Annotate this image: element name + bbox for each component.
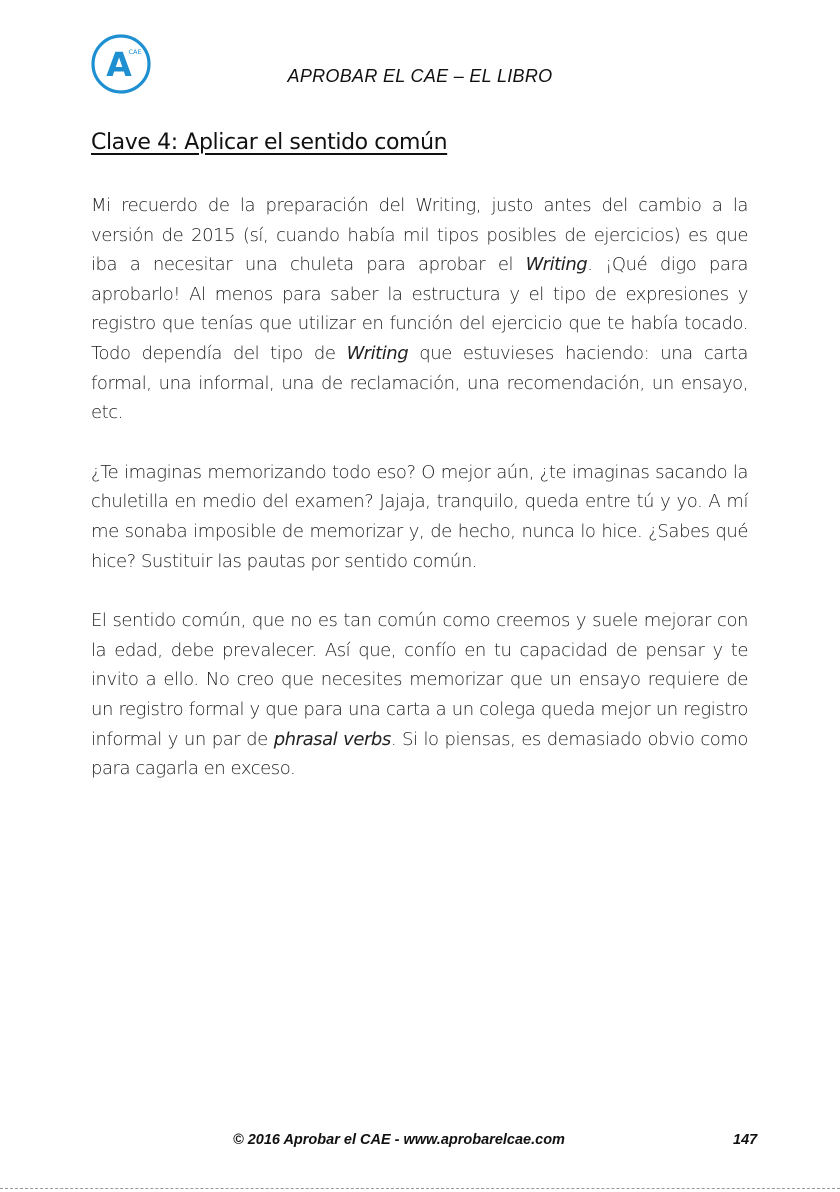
footer-copyright: © 2016 Aprobar el CAE - www.aprobarelcae.com (233, 1132, 565, 1148)
section-heading: Clave 4: Aplicar el sentido común (91, 130, 448, 155)
page-footer (0, 1132, 840, 1154)
text-run: El sentido común, que no es tan común como creemos y suele mejorar con la edad, debe prevalecer. Así que, confío en tu capacidad de pensar y te invito a ello. No creo que necesites memorizar que un ensayo requiere de un registro formal y que para una carta a un colega queda mejor un registro informal y un par de (91, 610, 748, 750)
body-text (91, 191, 748, 814)
text-run: que estuvieses haciendo: una carta formal, una informal, una de reclamación, una recomendación, un ensayo, etc. (91, 342, 748, 424)
logo-letter: A (106, 45, 132, 84)
italic-term: Writing (525, 254, 588, 276)
page-number: 147 (733, 1132, 758, 1148)
paragraph-2 (91, 458, 748, 576)
text-run: ¿Te imaginas memorizando todo eso? O mejor aún, ¿te imaginas sacando la chuletilla en medio del examen? Jajaja, tranquilo, queda entre tú y yo. A mí me sonaba imposible de memorizar y, de hecho, nunca lo hice. ¿Sabes qué hice? Sustituir las pautas por sentido común. (91, 461, 748, 572)
italic-term: Writing (346, 342, 409, 364)
bottom-divider (0, 1188, 840, 1189)
logo-badge: CAE (128, 48, 142, 56)
text-run: . Si lo piensas, es demasiado obvio como para cagarla en exceso. (91, 728, 748, 780)
paragraph-1 (91, 191, 748, 428)
header-title (0, 66, 840, 87)
text-run: . ¡Qué digo para aprobarlo! Al menos para saber la estructura y el tipo de expresiones y registro que tenías que utilizar en función del ejercicio que te había tocado. Todo dependía del tipo de (91, 254, 749, 364)
header-title-text: APROBAR EL CAE – EL LIBRO (287, 66, 553, 86)
text-run: Mi recuerdo de la preparación del Writing, justo antes del cambio a la versión de 2015 (sí, cuando había mil tipos posibles de ejercicios) es que iba a necesitar una chuleta para aprobar el (91, 195, 748, 276)
paragraph-3 (91, 606, 748, 784)
italic-term: phrasal verbs (273, 728, 391, 750)
